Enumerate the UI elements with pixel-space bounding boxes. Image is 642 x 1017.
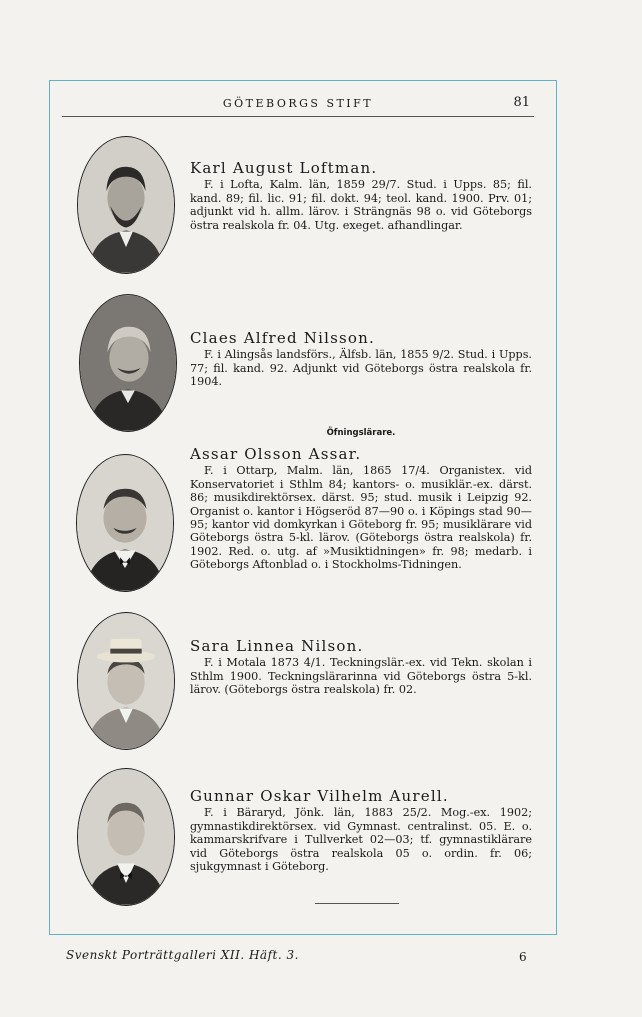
person-name: Assar Olsson Assar. xyxy=(190,445,362,463)
page-header xyxy=(62,96,534,117)
biography-entry xyxy=(190,445,532,572)
footer-signature: Svenskt Porträttgalleri XII. Häft. 3. xyxy=(66,948,299,962)
header-title: GÖTEBORGS STIFT xyxy=(222,97,374,110)
person-bio: F. i Ottarp, Malm. län, 1865 17/4. Organistex. vid Konservatoriet i Sthlm 84; kantors- o. musiklär.-ex. därst. 86; musikdirektörsex. därst. 95; stud. musik i Leipzig 92. Organist o. kantor i Högseröd 87—90 o. i Köpings stad 90—95; kantor vid domkyrkan i Göteborg fr. 95; musiklärare vid Göteborgs östra 5-kl. lärov. (Göteborgs östra realskola) fr. 1902. Red. o. utg. af »Musiktidningen» fr. 98; medarb. i Göteborgs Aftonblad o. i Stockholms-Tidningen. xyxy=(190,464,532,572)
footer-sheet-number: 6 xyxy=(519,950,527,964)
biography-entry xyxy=(190,159,532,232)
person-bio: F. i Bäraryd, Jönk. län, 1883 25/2. Mog.-ex. 1902; gymnastikdirektörsex. vid Gymnast. centralinst. 05. E. o. kammarskrifvare i Tullverket 02—03; tf. gymnastiklärare vid Göteborgs östra realskola 05 o. ordin. fr. 06; sjukgymnast i Göteborg. xyxy=(190,806,532,874)
section-heading: Öfningslärare. xyxy=(326,428,396,438)
person-bio: F. i Lofta, Kalm. län, 1859 29/7. Stud. i Upps. 85; fil. kand. 89; fil. lic. 91; fil. dokt. 94; teol. kand. 1900. Prv. 01; adjunkt vid h. allm. lärov. i Strängnäs 98 o. vid Göteborgs östra realskola fr. 04. Utg. exeget. afhandlingar. xyxy=(190,178,532,232)
portrait-photo xyxy=(76,454,174,592)
person-name: Sara Linnea Nilson. xyxy=(190,637,364,655)
page-number: 81 xyxy=(513,95,530,110)
portrait-photo xyxy=(79,294,177,432)
person-name: Claes Alfred Nilsson. xyxy=(190,329,375,347)
portrait-photo xyxy=(77,136,175,274)
biography-entry xyxy=(190,637,532,697)
person-name: Karl August Loftman. xyxy=(190,159,378,177)
portrait-photo xyxy=(77,612,175,750)
person-name: Gunnar Oskar Vilhelm Aurell. xyxy=(190,787,449,805)
biography-entry xyxy=(190,787,532,874)
portrait-photo xyxy=(77,768,175,906)
end-divider xyxy=(315,903,399,904)
person-bio: F. i Alingsås landsförs., Älfsb. län, 1855 9/2. Stud. i Upps. 77; fil. kand. 92. Adjunkt vid Göteborgs östra realskola fr. 1904. xyxy=(190,348,532,389)
biography-entry xyxy=(190,329,532,389)
person-bio: F. i Motala 1873 4/1. Teckningslär.-ex. vid Tekn. skolan i Sthlm 1900. Teckningslärarinna vid Göteborgs östra 5-kl. lärov. (Göteborgs östra realskola) fr. 02. xyxy=(190,656,532,697)
